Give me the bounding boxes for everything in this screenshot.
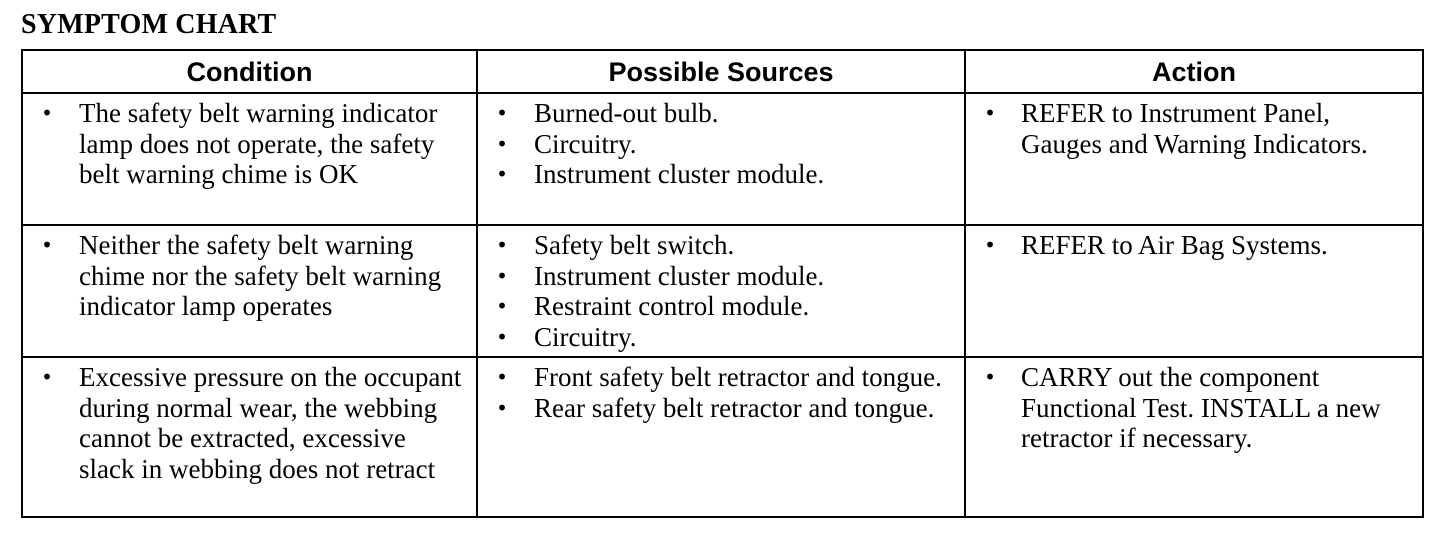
bullet-icon: •: [496, 131, 508, 156]
condition-text: Neither the safety belt warning chime nor the safety belt warning indicator lamp operates: [79, 230, 442, 321]
source-text: Instrument cluster module.: [534, 159, 825, 189]
action-text: REFER to Air Bag Systems.: [1021, 230, 1328, 260]
bullet-icon: •: [496, 324, 508, 349]
condition-item: [23, 98, 476, 190]
source-text: Instrument cluster module.: [534, 260, 825, 291]
action-text: CARRY out the component Functional Test. INSTALL a new retractor if necessary.: [1021, 362, 1381, 453]
bullet-icon: •: [496, 101, 508, 125]
source-item: [478, 129, 964, 160]
column-header-action: Action: [965, 50, 1423, 93]
symptom-chart-table: [21, 49, 1424, 518]
source-item: [478, 159, 964, 190]
condition-item: [23, 362, 476, 484]
source-text: Circuitry.: [534, 321, 637, 352]
bullet-icon: •: [496, 162, 508, 186]
bullet-icon: •: [496, 365, 508, 389]
bullet-icon: •: [984, 365, 996, 389]
column-header-possible-sources: Possible Sources: [477, 50, 965, 93]
condition-cell: [22, 225, 477, 357]
bullet-icon: •: [984, 233, 996, 257]
condition-cell: [22, 357, 477, 517]
source-text: Burned-out bulb.: [534, 98, 719, 128]
bullet-icon: •: [984, 101, 996, 125]
action-item: [966, 98, 1422, 159]
source-text: Circuitry.: [534, 128, 637, 159]
sources-cell: [477, 225, 965, 357]
source-item: [478, 393, 964, 424]
column-header-condition: Condition: [22, 50, 477, 93]
sources-cell: [477, 357, 965, 517]
condition-text: Excessive pressure on the occupant during normal wear, the webbing cannot be extracted, excessive slack in webbing does not retract: [79, 362, 462, 484]
bullet-icon: •: [496, 294, 508, 318]
table-row: [22, 225, 1423, 357]
source-text: Front safety belt retractor and tongue.: [534, 362, 942, 392]
condition-text: The safety belt warning indicator lamp does not operate, the safety belt warning chime is OK: [79, 98, 438, 189]
bullet-icon: •: [41, 233, 53, 257]
source-item: [478, 261, 964, 292]
condition-item: [23, 230, 476, 322]
source-item: [478, 322, 964, 353]
action-cell: [965, 225, 1423, 357]
source-item: [478, 230, 964, 261]
table-row: [22, 357, 1423, 517]
action-item: [966, 230, 1422, 261]
action-cell: [965, 93, 1423, 225]
action-item: [966, 362, 1422, 454]
bullet-icon: •: [41, 101, 53, 125]
bullet-icon: •: [41, 365, 53, 389]
page-title: SYMPTOM CHART: [21, 9, 277, 40]
header-row: [22, 50, 1423, 93]
bullet-icon: •: [496, 233, 508, 257]
source-item: [478, 98, 964, 129]
bullet-icon: •: [496, 263, 508, 288]
bullet-icon: •: [496, 395, 508, 420]
source-item: [478, 291, 964, 322]
source-text: Rear safety belt retractor and tongue.: [534, 392, 935, 423]
action-cell: [965, 357, 1423, 517]
sources-cell: [477, 93, 965, 225]
source-text: Restraint control module.: [534, 291, 810, 321]
source-item: [478, 362, 964, 393]
table-row: [22, 93, 1423, 225]
condition-cell: [22, 93, 477, 225]
source-text: Safety belt switch.: [534, 230, 735, 260]
action-text: REFER to Instrument Panel, Gauges and Warning Indicators.: [1021, 98, 1368, 159]
